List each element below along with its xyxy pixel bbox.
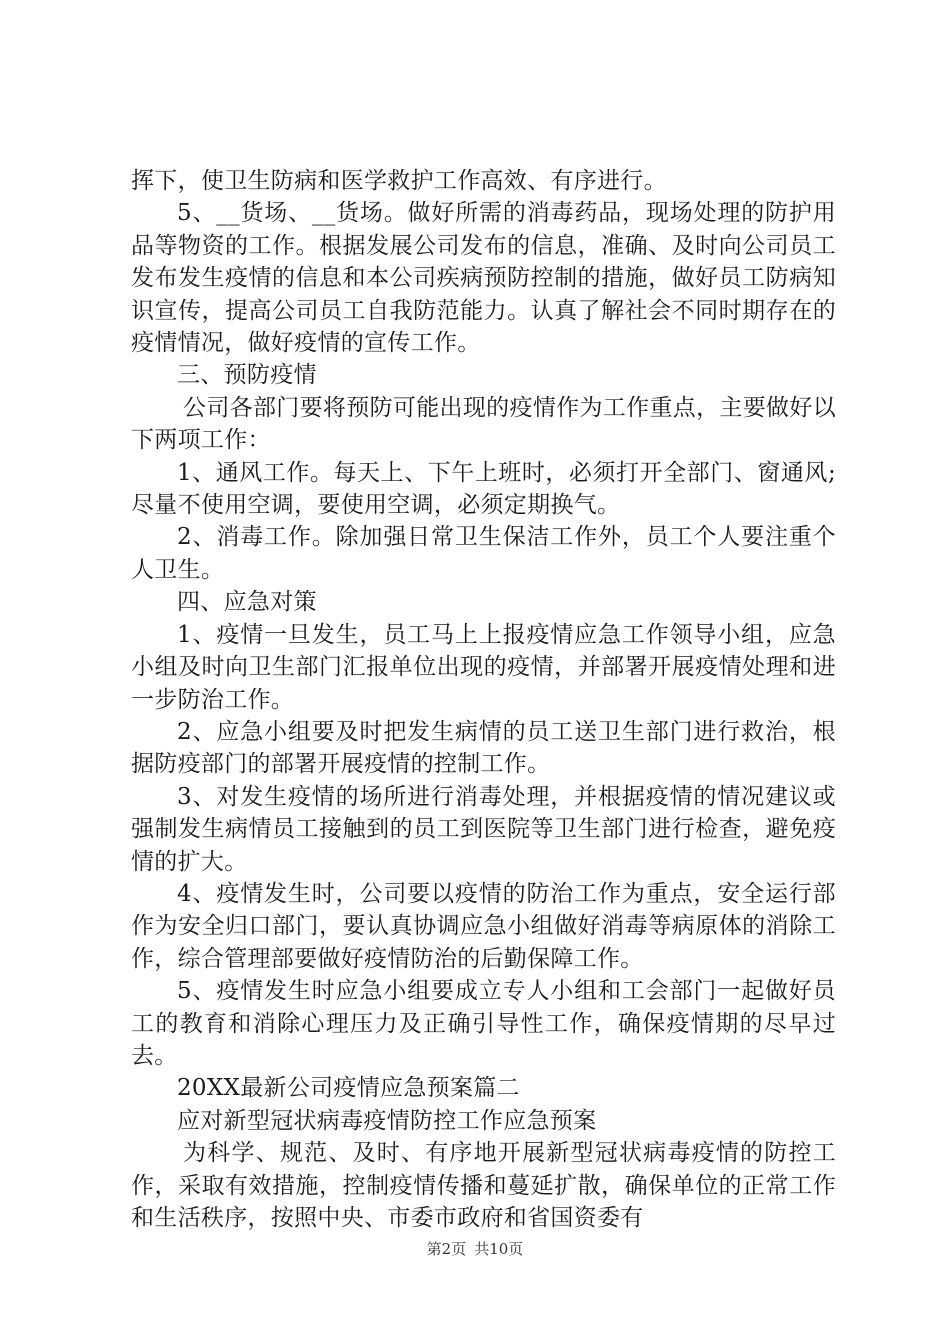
paragraph-emergency-4: 4、疫情发生时，公司要以疫情的防治工作为重点，安全运行部作为安全归口部门，要认真协调应急小组做好消毒等病原体的消除工作，综合管理部要做好疫情防治的后勤保障工作。 [131, 880, 836, 972]
paragraph-emergency-2: 2、应急小组要及时把发生病情的员工送卫生部门进行救治，根据防疫部门的部署开展疫情的控制工作。 [131, 718, 836, 778]
paragraph-emergency-1: 1、疫情一旦发生，员工马上上报疫情应急工作领导小组，应急小组及时向卫生部门汇报单位出现的疫情，并部署开展疫情处理和进一步防治工作。 [131, 621, 836, 713]
paragraph-item-5: 5、__货场、__货场。做好所需的消毒药品，现场处理的防护用品等物资的工作。根据发展公司发布的信息，准确、及时向公司员工发布发生疫情的信息和本公司疾病预防控制的措施，做好员工防病知识宣传，提高公司员工自我防范能力。认真了解社会不同时期存在的疫情情况，做好疫情的宣传工作。 [131, 200, 836, 357]
section-heading-prevention: 三、预防疫情 [177, 362, 317, 389]
document-body [131, 165, 836, 1234]
section-heading-emergency: 四、应急对策 [177, 589, 317, 616]
page-number: 第2页 [426, 1240, 467, 1258]
article-subtitle: 应对新型冠状病毒疫情防控工作应急预案 [177, 1107, 597, 1134]
page-footer [0, 1238, 950, 1259]
paragraph-emergency-5: 5、疫情发生时应急小组要成立专人小组和工会部门一起做好员工的教育和消除心理压力及正确引导性工作，确保疫情期的尽早过去。 [131, 978, 836, 1069]
paragraph-article-intro: 为科学、规范、及时、有序地开展新型冠状病毒疫情的防控工作，采取有效措施，控制疫情传播和蔓延扩散，确保单位的正常工作和生活秩序，按照中央、市委市政府和省国资委有 [131, 1140, 836, 1231]
paragraph-emergency-3: 3、对发生疫情的场所进行消毒处理，并根据疫情的情况建议或强制发生病情员工接触到的员工到医院等卫生部门进行检查，避免疫情的扩大。 [131, 783, 836, 875]
article-title-part-two: 20XX最新公司疫情应急预案篇二 [177, 1075, 520, 1102]
page-total: 共10页 [474, 1240, 524, 1258]
paragraph-prevention-intro: 公司各部门要将预防可能出现的疫情作为工作重点，主要做好以下两项工作： [131, 394, 836, 454]
paragraph-continuation: 挥下，使卫生防病和医学救护工作高效、有序进行。 [131, 168, 667, 194]
paragraph-disinfection: 2、消毒工作。除加强日常卫生保洁工作外，员工个人要注重个人卫生。 [131, 524, 836, 583]
paragraph-ventilation: 1、通风工作。每天上、下午上班时，必须打开全部门、窗通风;尽量不使用空调，要使用空调，必须定期换气。 [131, 459, 836, 519]
